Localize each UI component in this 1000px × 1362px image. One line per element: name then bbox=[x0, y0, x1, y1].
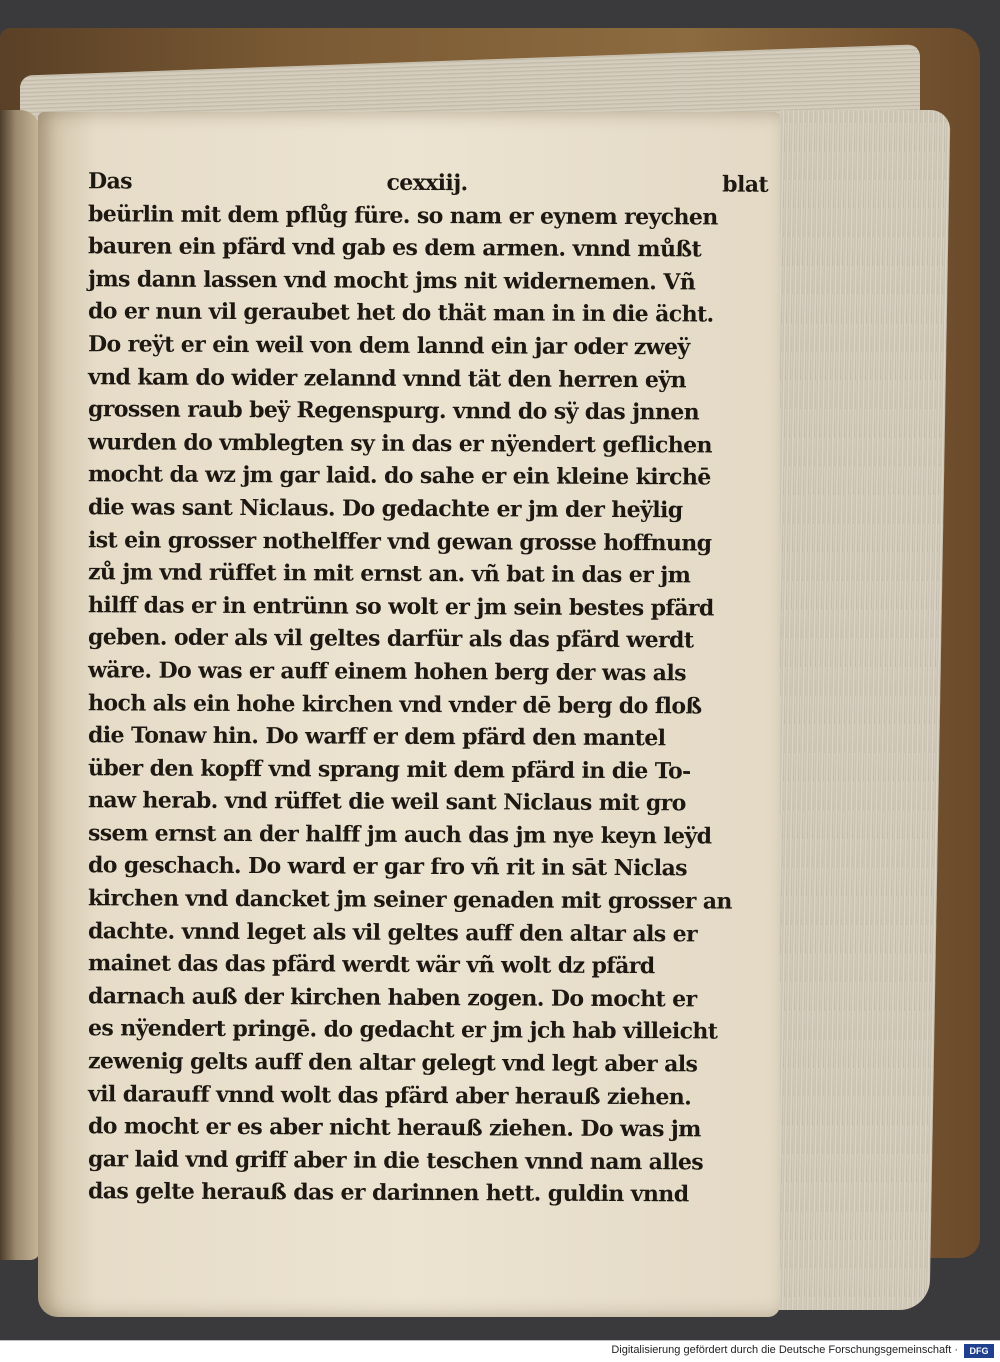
text-line: zů jm vnd rüffet in mit ernst an. vñ bat in das er jm bbox=[87, 559, 691, 589]
text-line: jms dann lassen vnd mocht jms nit widernemen. Vñ bbox=[87, 266, 696, 296]
text-line: ist ein grosser nothelffer vnd gewan grosse hoffnung bbox=[87, 526, 712, 557]
text-line: gar laid vnd griff aber in die teschen vnnd nam alles bbox=[87, 1146, 704, 1176]
folio-number: cexxiij. bbox=[386, 169, 468, 197]
text-line: die was sant Niclaus. Do gedachte er jm der heÿlig bbox=[87, 494, 683, 524]
text-line: über den kopff vnd sprang mit dem pfärd in die To- bbox=[87, 754, 691, 785]
text-line: es nÿendert pringē. do gedacht er jm jch hab villeicht bbox=[87, 1015, 718, 1045]
text-line: das gelte herauß das er darinnen hett. guldin vnnd bbox=[87, 1178, 689, 1208]
digitization-footer bbox=[0, 1340, 1000, 1362]
text-line: darnach auß der kirchen haben zogen. Do mocht er bbox=[87, 983, 697, 1013]
text-line: vnd kam do wider zelannd vnnd tät den herren eÿn bbox=[87, 363, 686, 393]
text-line: die Tonaw hin. Do warff er dem pfärd den mantel bbox=[87, 722, 666, 752]
text-line: dachte. vnnd leget als vil geltes auff den altar als er bbox=[87, 917, 698, 948]
dfg-logo-icon: DFG bbox=[964, 1344, 994, 1358]
running-header bbox=[88, 165, 768, 201]
text-line: kirchen vnd dancket jm seiner genaden mit grosser an bbox=[87, 885, 732, 915]
text-line: Do reÿt er ein weil von dem lannd ein jar oder zweÿ bbox=[87, 331, 690, 361]
text-lines bbox=[88, 200, 768, 1210]
text-line: grossen raub beÿ Regenspurg. vnnd do sÿ das jnnen bbox=[87, 396, 700, 426]
text-line: ssem ernst an der halff jm auch das jm nye keyn leÿd bbox=[87, 820, 712, 850]
text-line: vil darauff vnnd wolt das pfärd aber herauß ziehen. bbox=[87, 1080, 692, 1111]
text-line: mainet das das pfärd werdt wär vñ wolt dz pfärd bbox=[87, 950, 655, 980]
header-left: Das bbox=[87, 168, 132, 195]
printed-page bbox=[38, 112, 780, 1317]
text-line: hilff das er in entrünn so wolt er jm sein bestes pfärd bbox=[87, 591, 714, 622]
facing-page-gutter bbox=[0, 110, 40, 1260]
text-line: hoch als ein hohe kirchen vnd vnder dē berg do floß bbox=[87, 689, 702, 719]
text-line: naw herab. vnd rüffet die weil sant Niclaus mit gro bbox=[87, 787, 686, 817]
text-line: mocht da wz jm gar laid. do sahe er ein kleine kirchē bbox=[87, 461, 711, 491]
text-line: do geschach. Do ward er gar fro vñ rit in sāt Niclas bbox=[87, 852, 688, 882]
funding-note: Digitalisierung gefördert durch die Deutsche Forschungsgemeinschaft · bbox=[611, 1344, 958, 1356]
header-right: blat bbox=[722, 171, 769, 198]
text-line: do mocht er es aber nicht herauß ziehen. Do was jm bbox=[87, 1113, 701, 1143]
text-line: do er nun vil geraubet het do thät man in in die ächt. bbox=[87, 298, 714, 328]
text-line: geben. oder als vil geltes darfür als das pfärd werdt bbox=[87, 624, 694, 654]
page-text-block bbox=[88, 167, 768, 1210]
text-line: bauren ein pfärd vnd gab es dem armen. vnnd můßt bbox=[87, 233, 702, 263]
text-line: zewenig gelts auff den altar gelegt vnd legt aber als bbox=[87, 1048, 698, 1078]
text-line: beürlin mit dem pflůg füre. so nam er eynem reychen bbox=[87, 200, 718, 231]
text-line: wurden do vmblegten sy in das er nÿendert geflichen bbox=[87, 428, 713, 459]
text-line: wäre. Do was er auff einem hohen berg der was als bbox=[87, 657, 686, 687]
page-edges-side bbox=[760, 110, 951, 1310]
